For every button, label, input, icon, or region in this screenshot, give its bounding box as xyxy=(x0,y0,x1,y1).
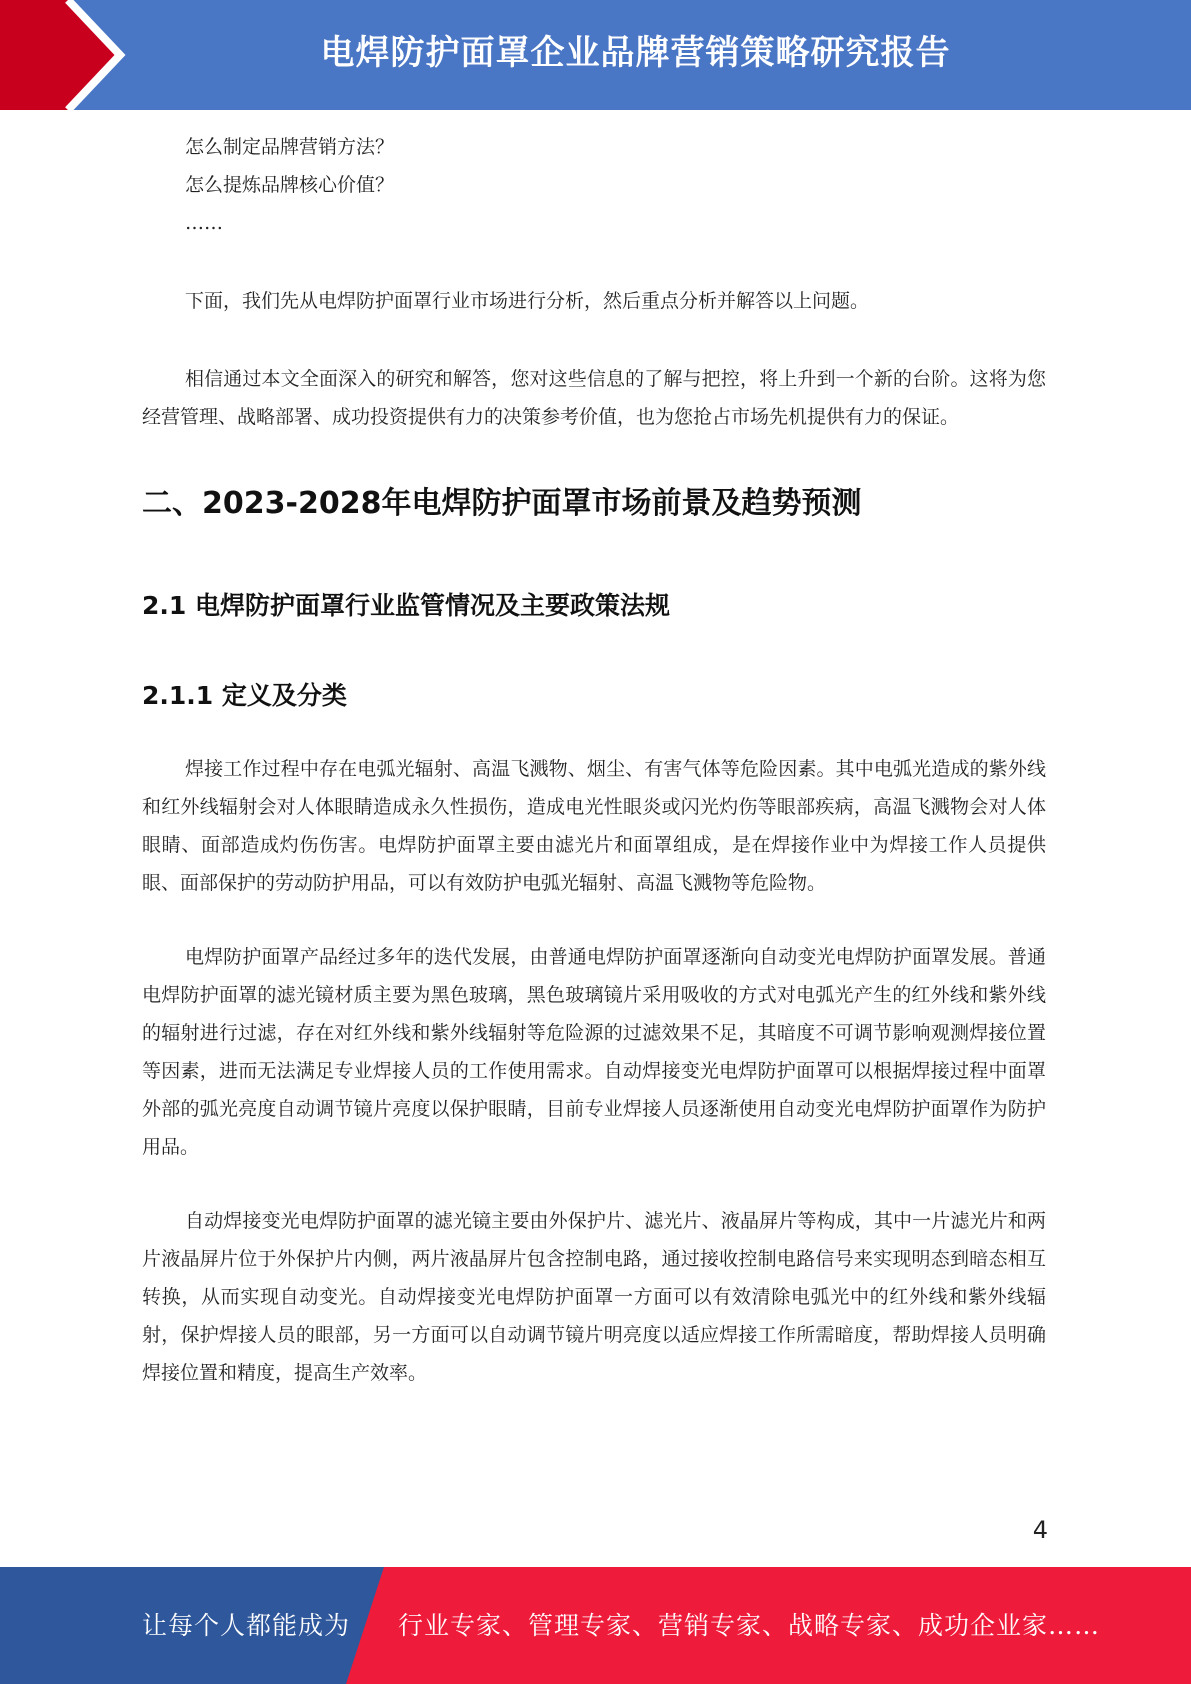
header-arrow-decoration xyxy=(0,0,150,110)
header-banner xyxy=(0,0,1191,110)
question-line: …… xyxy=(185,212,223,234)
page-number: 4 xyxy=(1032,1516,1048,1544)
subsection-heading: 2.1 电焊防护面罩行业监管情况及主要政策法规 xyxy=(142,591,670,620)
section-heading: 二、2023-2028年电焊防护面罩市场前景及趋势预测 xyxy=(142,486,862,521)
body-paragraph: 电焊防护面罩产品经过多年的迭代发展，由普通电焊防护面罩逐渐向自动变光电焊防护面罩发展。普通电焊防护面罩的滤光镜材质主要为黑色玻璃，黑色玻璃镜片采用吸收的方式对电弧光产生的红外线和紫外线的辐射进行过滤，存在对红外线和紫外线辐射等危险源的过滤效果不足，其暗度不可调节影响观测焊接位置等因素，进而无法满足专业焊接人员的工作使用需求。自动焊接变光电焊防护面罩可以根据焊接过程中面罩外部的弧光亮度自动调节镜片亮度以保护眼睛，目前专业焊接人员逐渐使用自动变光电焊防护面罩作为防护用品。 xyxy=(142,946,1046,1158)
footer-slogan-right: 行业专家、管理专家、营销专家、战略专家、成功企业家…… xyxy=(398,1611,1101,1640)
page-content xyxy=(142,128,1046,1392)
footer-banner xyxy=(0,1567,1191,1684)
intro-paragraph: 下面，我们先从电焊防护面罩行业市场进行分析，然后重点分析并解答以上问题。 xyxy=(185,290,870,312)
report-title: 电焊防护面罩企业品牌营销策略研究报告 xyxy=(320,33,951,73)
footer-slogan-left: 让每个人都能成为 xyxy=(142,1611,351,1640)
subsubsection-heading: 2.1.1 定义及分类 xyxy=(142,681,347,710)
intro-paragraph: 相信通过本文全面深入的研究和解答，您对这些信息的了解与把控，将上升到一个新的台阶。这将为您经营管理、战略部署、成功投资提供有力的决策参考价值，也为您抢占市场先机提供有力的保证。 xyxy=(142,368,1046,428)
question-line: 怎么制定品牌营销方法？ xyxy=(185,136,395,158)
body-paragraph: 自动焊接变光电焊防护面罩的滤光镜主要由外保护片、滤光片、液晶屏片等构成，其中一片滤光片和两片液晶屏片位于外保护片内侧，两片液晶屏片包含控制电路，通过接收控制电路信号来实现明态到暗态相互转换，从而实现自动变光。自动焊接变光电焊防护面罩一方面可以有效清除电弧光中的红外线和紫外线辐射，保护焊接人员的眼部，另一方面可以自动调节镜片明亮度以适应焊接工作所需暗度，帮助焊接人员明确焊接位置和精度，提高生产效率。 xyxy=(142,1210,1046,1384)
body-paragraph: 焊接工作过程中存在电弧光辐射、高温飞溅物、烟尘、有害气体等危险因素。其中电弧光造成的紫外线和红外线辐射会对人体眼睛造成永久性损伤，造成电光性眼炎或闪光灼伤等眼部疾病，高温飞溅物会对人体眼睛、面部造成灼伤伤害。电焊防护面罩主要由滤光片和面罩组成，是在焊接作业中为焊接工作人员提供眼、面部保护的劳动防护用品，可以有效防护电弧光辐射、高温飞溅物等危险物。 xyxy=(142,758,1046,894)
question-line: 怎么提炼品牌核心价值？ xyxy=(185,174,395,196)
